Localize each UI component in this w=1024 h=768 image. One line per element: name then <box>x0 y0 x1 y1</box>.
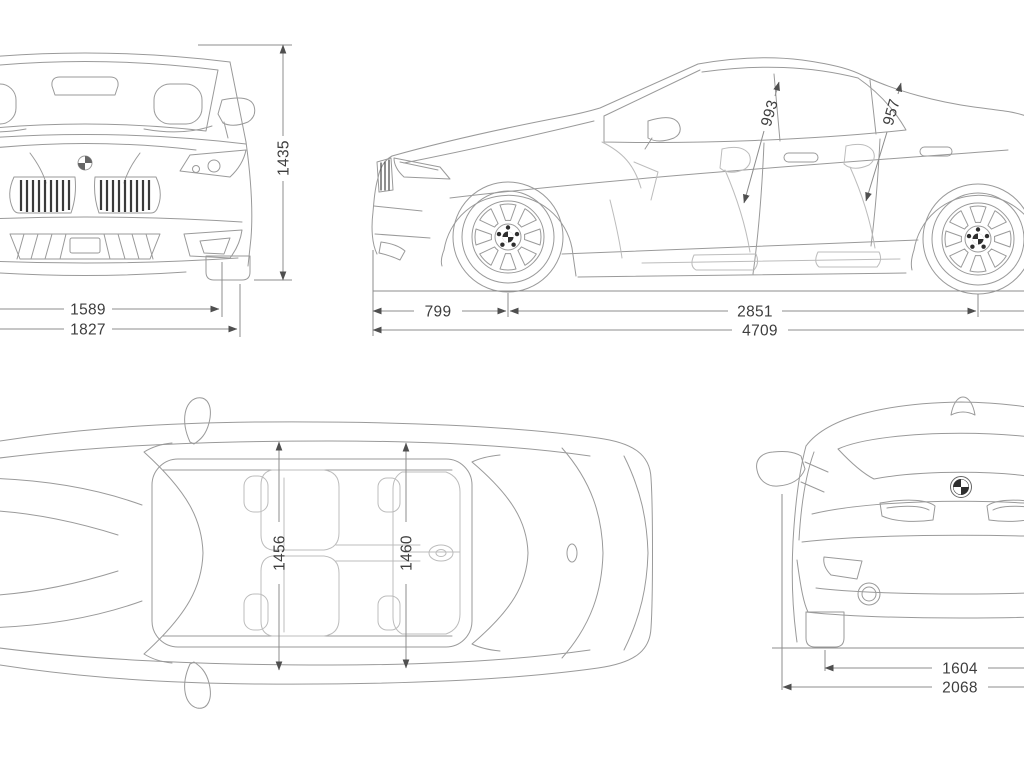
seat-shoulders <box>0 126 212 132</box>
side-body-outline <box>372 58 1024 277</box>
side-mirror <box>645 118 680 149</box>
license-plate-mount <box>70 238 100 253</box>
grille-side-slats <box>381 160 389 190</box>
side-view <box>372 58 1024 340</box>
windshield <box>0 62 218 132</box>
windshield-arc <box>144 443 203 663</box>
glasshouse-top <box>604 67 858 116</box>
rear-window-arc <box>472 455 528 651</box>
extension-lines <box>782 494 825 690</box>
corner-intake-right <box>184 230 242 258</box>
front-grille-slats <box>21 180 149 212</box>
width-dim-label: 1827 <box>70 321 106 339</box>
front-headrest-right <box>244 594 268 630</box>
rear-dimensions <box>772 494 1024 696</box>
headlight-lens-right <box>193 166 200 173</box>
rear-seat <box>816 144 881 267</box>
bumper-reflector-left <box>824 557 862 579</box>
headlight-side <box>394 158 450 179</box>
headrest-left <box>0 84 16 124</box>
antenna-detail <box>567 544 577 562</box>
front-wheel <box>453 182 563 292</box>
rear-window <box>838 433 1024 479</box>
hood-creases <box>0 478 142 628</box>
headrest-right <box>154 84 202 124</box>
door-seams <box>753 139 880 274</box>
rear-view <box>757 397 1024 696</box>
front-body-outline <box>0 53 255 280</box>
wheelbase-dim-label: 2851 <box>737 303 773 321</box>
front-headrest-left <box>244 476 268 512</box>
gear-knob <box>436 550 446 557</box>
roof-line <box>806 402 1024 446</box>
side-mirror-top-left <box>185 398 211 444</box>
shark-fin-antenna <box>951 397 975 415</box>
door-handle-front <box>784 153 818 162</box>
body-sides <box>792 446 1024 642</box>
side-mirror-left <box>757 451 828 492</box>
top-view <box>0 398 653 708</box>
mirror-width-dim-label: 2068 <box>942 679 978 697</box>
rearview-mirror <box>52 77 118 95</box>
top-body-outline <box>0 398 653 708</box>
cowl-line <box>0 135 246 145</box>
dashboard-steering <box>602 142 658 200</box>
bumper-top <box>0 217 242 222</box>
headlight-ring-right <box>208 160 220 172</box>
track-dim-label: 1589 <box>70 301 106 319</box>
front-bumper-lines <box>374 206 430 260</box>
front-headroom-label: 993 <box>758 98 782 129</box>
rear-body-outline <box>757 397 1024 647</box>
c-pillar-inner <box>799 452 1024 540</box>
exhaust-outer <box>858 583 880 605</box>
rear-headrest-right <box>378 596 400 630</box>
overhang-dim-label: 799 <box>424 303 452 321</box>
front-view <box>0 45 292 338</box>
kidney-grille-left <box>10 177 76 213</box>
shoulder-lines <box>0 441 590 665</box>
roof-panel <box>152 459 472 647</box>
body-outline <box>0 422 653 684</box>
front-width-label: 1456 <box>271 535 289 571</box>
rear-headrest-left <box>378 478 400 512</box>
front-dimensions <box>0 45 292 338</box>
rear-width-label: 1460 <box>398 535 416 571</box>
length-dim-label: 4709 <box>742 322 778 340</box>
character-lines <box>404 121 1008 254</box>
front-seat <box>692 147 758 270</box>
rear-tire-left <box>806 612 844 647</box>
b-pillar <box>774 74 876 141</box>
height-dim-label: 1435 <box>275 140 293 176</box>
rear-wheel <box>923 184 1024 294</box>
trunk-seams <box>562 448 648 658</box>
bumper-lower <box>797 560 1024 618</box>
exhaust-inner <box>862 587 876 601</box>
rear-headroom-label: 957 <box>880 97 904 128</box>
rear-headroom-dim-upper <box>898 83 901 94</box>
track-dim-label: 1604 <box>942 660 978 678</box>
side-mirror-right <box>218 98 255 138</box>
gear-selector <box>429 545 453 561</box>
a-pillars <box>0 62 246 142</box>
kidney-grille-right <box>95 177 161 213</box>
beltline <box>604 78 906 143</box>
taillight-right <box>987 500 1024 521</box>
roof-line <box>0 53 230 62</box>
side-mirror-top-right <box>185 662 211 708</box>
bumper-bottom <box>0 258 238 276</box>
